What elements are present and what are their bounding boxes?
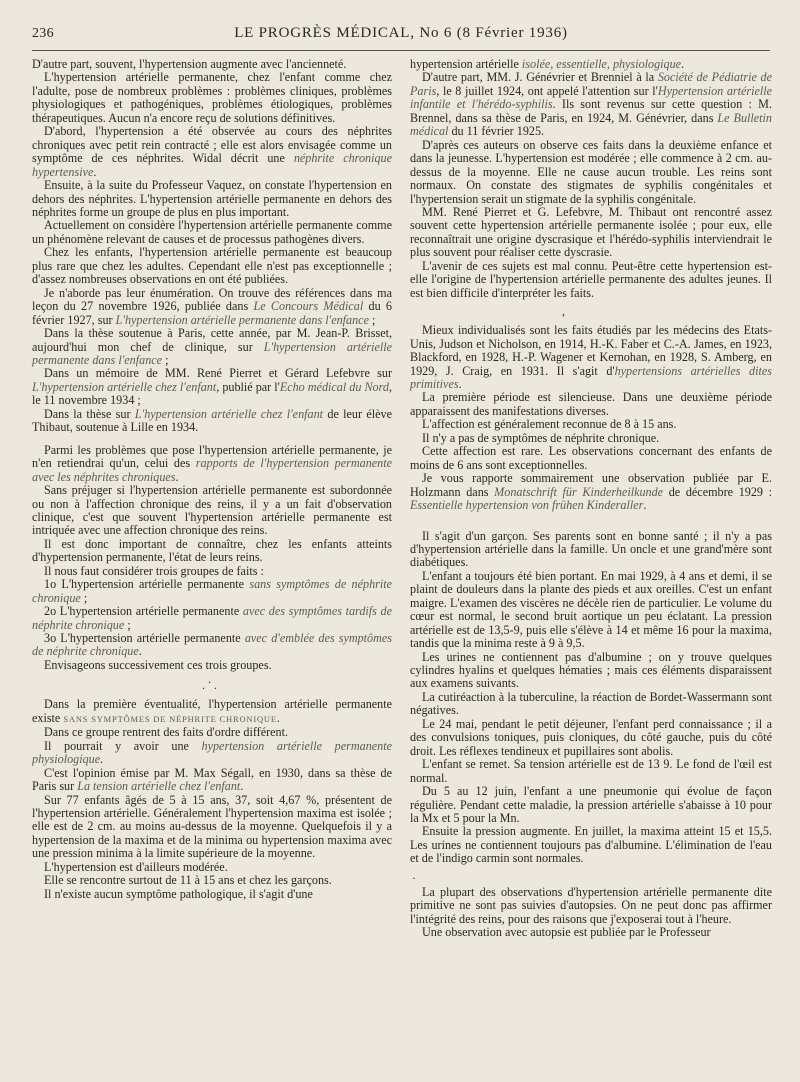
paragraph	[410, 530, 772, 570]
italic-text: isolée, essentielle, physiologique	[521, 57, 682, 71]
text-run: Il nous faut considérer trois groupes de faits :	[44, 563, 264, 578]
header-rule	[32, 50, 770, 51]
paragraph	[32, 125, 392, 179]
paragraph	[410, 432, 772, 445]
italic-text: L'hypertension artérielle permanente dans l'enfance	[32, 339, 392, 367]
text-run: La plupart des observations d'hypertension artérielle permanente dite primitive ne sont pas suivies d'autopsies. On ne peut donc pas affirmer l'intégrité des reins, pour des raisons que j'exposerai tout à l'heure.	[410, 884, 772, 926]
paragraph	[32, 740, 392, 767]
text-run: Dans la première éventualité, l'hypertension artérielle permanente existe	[32, 697, 392, 725]
text-run: , le 8 juillet 1924, ont appelé l'attention sur l'	[436, 83, 658, 98]
text-run: Envisageons successivement ces trois groupes.	[44, 657, 272, 672]
paragraph	[32, 565, 392, 578]
paragraph	[410, 785, 772, 825]
text-run: ;	[162, 352, 169, 367]
page-number: 236	[32, 26, 54, 41]
text-run: .	[175, 469, 179, 484]
paragraph	[32, 444, 392, 484]
text-run: .	[458, 376, 462, 391]
text-run: L'avenir de ces sujets est mal connu. Peut-être cette hypertension est-elle l'origine de l'hypertension artérielle permanente des adultes jeunes. Il est bien difficile d'interpréter les faits.	[410, 258, 772, 300]
text-run: Actuellement on considère l'hypertension artérielle permanente comme un phénomène relevant de causes et de processus pathogènes divers.	[32, 218, 392, 246]
text-run: L'enfant a toujours été bien portant. En mai 1929, à 4 ans et demi, il se plaint de douleurs dans la plante des pieds et aux oreilles. C'est un enfant maigre. L'examen des viscères ne décèle rien de particulier. Le volume du cœur est normal, le second bruit aortique un peu éclatant. La pression artérielle est de 13,5-9, puis elle s'élève à 14 et même 16 pour la maxima, tandis que la minima reste à 9 à 9,5.	[410, 568, 772, 651]
paragraph	[32, 888, 392, 901]
text-run: Je vous rapporte sommairement une observation publiée par E. Holzmann dans	[410, 471, 772, 499]
italic-text: avec d'emblée des symptômes de néphrite chronique	[32, 631, 392, 659]
paragraph	[410, 71, 772, 138]
italic-text: rapports de l'hypertension permanente avec les néphrites chroniques	[32, 456, 392, 484]
italic-text: Société de Pédiatrie de Paris	[410, 70, 772, 98]
paragraph	[32, 861, 392, 874]
paragraph	[32, 538, 392, 565]
paragraph	[410, 418, 772, 431]
paragraph	[32, 484, 392, 538]
text-run: Parmi les problèmes que pose l'hypertension artérielle permanente, je n'en retiendrai qu'un, celui des	[32, 442, 392, 471]
section-divider: ,	[562, 304, 565, 319]
paragraph	[410, 691, 772, 718]
paragraph	[32, 287, 392, 327]
text-run: 2o L'hypertension artérielle permanente	[44, 604, 243, 619]
paragraph	[410, 718, 772, 758]
text-run: Il n'y a pas de symptômes de néphrite chronique.	[422, 430, 660, 445]
text-run: , le 11 novembre 1934 ;	[32, 379, 392, 408]
text-run: Elle se rencontre surtout de 11 à 15 ans et chez les garçons.	[44, 873, 332, 888]
journal-title: LE PROGRÈS MÉDICAL, No 6 (8 Février 1936)	[234, 25, 568, 41]
paragraph	[32, 219, 392, 246]
text-run: hypertension artérielle	[410, 57, 522, 71]
text-run: L'affection est généralement reconnue de 8 à 15 ans.	[422, 417, 677, 432]
text-run: 3o L'hypertension artérielle permanente	[44, 631, 245, 646]
paragraph	[32, 246, 392, 286]
text-run: Mieux individualisés sont les faits étudiés par les médecins des Etats-Unis, Judson et Nicholson, en 1914, H.-K. Faber et C.-A. James, en 1923, Blackford, en 1928, H.-P. Wagener et Kernohan, en 1928, S. Amberg, en 1929, J. Craig, en 1931. Il s'agit d'	[410, 323, 772, 378]
list-item	[32, 632, 392, 659]
paragraph	[32, 179, 392, 219]
running-header	[32, 25, 770, 47]
paragraph	[32, 794, 392, 861]
paragraph	[410, 58, 772, 71]
text-run: Il n'existe aucun symptôme pathologique, il s'agit d'une	[44, 886, 313, 901]
italic-text: L'hypertension artérielle permanente dans l'enfance	[115, 312, 369, 327]
text-run: Dans la thèse sur	[44, 406, 135, 421]
text-run: Il pourrait y avoir une	[44, 738, 202, 753]
text-run: La première période est silencieuse. Dans une deuxième période apparaissent des manifestations diverses.	[410, 390, 772, 418]
paragraph	[410, 758, 772, 785]
text-run: .	[643, 498, 647, 513]
text-run: Je n'aborde pas leur énumération. On trouve des références dans ma leçon du 27 novembre 1926, publiée dans	[32, 285, 392, 314]
text-run: Chez les enfants, l'hypertension artérielle permanente est beaucoup plus rare que chez les adultes. Cependant elle n'est pas exceptionnelle ; d'assez nombreuses observations en ont été publiées.	[32, 245, 392, 287]
text-run: D'abord, l'hypertension a été observée au cours des néphrites chroniques avec petit rein contracté ; elle est alors envisagée comme un symptôme de ces néphrites. Widal décrit une	[32, 124, 392, 166]
italic-text: Le Bulletin médical	[410, 110, 772, 139]
italic-text: néphrite chronique hypertensive	[32, 151, 392, 179]
text-run: Ensuite la pression augmente. En juillet, la maxima atteint 15 et 15,5. Les urines ne contiennent toujours pas d'albumine. L'élimination de l'eau et de l'indigo carmin sont normales.	[410, 824, 772, 866]
italic-text: Le Concours Médical	[253, 299, 364, 314]
italic-text: Echo médical du Nord	[279, 379, 389, 394]
text-run: .	[93, 164, 97, 179]
text-run: D'autre part, MM. J. Génévrier et Brenniel à la	[422, 70, 658, 85]
text-run: MM. René Pierret et G. Lefebvre, M. Thibaut ont rencontré assez souvent cette hypertension artérielle permanente isolée ; pour eux, elle reconnaîtrait une origine dyscrasique et l'hérédo-syphilis interviendrait le plus souvent pour réaliser cette dyscrasie.	[410, 204, 772, 260]
italic-text: La tension artérielle chez l'enfant	[77, 779, 241, 794]
text-run: de leur élève Thibaut, soutenue à Lille en 1934.	[32, 406, 392, 435]
left-column	[32, 58, 392, 901]
text-run: Les urines ne contiennent pas d'albumine ; on y trouve quelques cylindres hyalins et quelques hématies ; mais ces éléments disparaissent aux examens suivants.	[410, 649, 772, 691]
paragraph	[410, 651, 772, 691]
paragraph	[32, 71, 392, 125]
paragraph	[410, 445, 772, 472]
list-item	[32, 605, 392, 632]
text-run: Dans ce groupe rentrent des faits d'ordre différent.	[44, 725, 289, 740]
section-divider: . . .	[202, 672, 217, 693]
italic-text: L'hypertension artérielle chez l'enfant	[32, 379, 217, 394]
paragraph	[32, 726, 392, 739]
paragraph	[32, 58, 392, 71]
paragraph	[32, 367, 392, 407]
italic-text: hypertension artérielle permanente physiologique	[32, 738, 392, 767]
text-run: .	[276, 710, 280, 725]
text-run: Cette affection est rare. Les observations concernant des enfants de moins de 6 ans sont exceptionnelles.	[410, 444, 772, 472]
text-run: de décembre 1929 :	[663, 484, 773, 499]
text-run: .	[100, 752, 104, 767]
paragraph	[410, 825, 772, 865]
paragraph	[410, 206, 772, 260]
text-run: Dans la thèse soutenue à Paris, cette année, par M. Jean-P. Brisset, aujourd'hui mon chef de clinique, sur	[32, 326, 392, 354]
text-run: La cutiréaction à la tuberculine, la réaction de Bordet-Wassermann sont négatives.	[410, 689, 772, 718]
paragraph	[410, 324, 772, 391]
small-caps-text: SANS SYMPTÔMES DE NÉPHRITE CHRONIQUE	[63, 713, 277, 724]
text-run: Dans un mémoire de MM. René Pierret et Gérard Lefebvre sur	[44, 366, 392, 381]
paragraph	[32, 408, 392, 435]
paragraph	[410, 391, 772, 418]
text-run: Sur 77 enfants âgés de 5 à 15 ans, 37, soit 4,67 %, présentent de l'hypertension artérielle. Généralement l'hypertension maxima est isolée ; elle est de 2 cm. au moins au-dessus de la moyenne. Quelquefois il y a hypertension de la maxima et de la minima ou hypertension maxima avec une pression minima à la limite supérieure de la moyenne.	[32, 792, 392, 861]
italic-text: Essentielle hypertension von frühen Kinderaller	[410, 498, 644, 513]
italic-text: Monatschrift für Kinderheilkunde	[494, 484, 664, 499]
text-run: Une observation avec autopsie est publiée par le Professeur	[422, 925, 711, 940]
list-item	[32, 578, 392, 605]
italic-text: sans symptômes de néphrite chronique	[32, 577, 392, 605]
paragraph	[32, 767, 392, 794]
text-run: Il s'agit d'un garçon. Ses parents sont en bonne santé ; il n'y a pas d'hypertension artérielle dans la famille. Un oncle et une grand'mère sont diabétiques.	[410, 528, 772, 570]
text-run: L'hypertension artérielle permanente, chez l'enfant comme chez l'adulte, pose de nombreux problèmes : problèmes cliniques, problèmes physiologiques et pathogéniques, problèmes étiologiques, problèmes thérapeutiques. Aucun n'a encore reçu de solutions définitives.	[32, 70, 392, 125]
paragraph	[32, 659, 392, 672]
text-run: Du 5 au 12 juin, l'enfant a une pneumonie qui évolue de façon régulière. Pendant cette maladie, la pression artérielle s'abaisse à 10 pour la Mx et 5 pour la Mn.	[410, 784, 772, 826]
paragraph	[32, 874, 392, 887]
text-run: , publié par l'	[216, 379, 280, 394]
text-run: du 11 février 1925.	[448, 124, 545, 139]
text-run: .	[138, 644, 142, 659]
paragraph	[410, 260, 772, 300]
text-run: Ensuite, à la suite du Professeur Vaquez, on constate l'hypertension en dehors des néphrites. L'hypertension artérielle permanente en dehors des néphrites forme un groupe de plus en plus important.	[32, 178, 392, 219]
paragraph	[32, 327, 392, 367]
italic-text: hypertensions artérielles dites primitives	[410, 363, 772, 391]
paragraph	[410, 926, 772, 939]
text-run: D'autre part, souvent, l'hypertension augmente avec l'ancienneté.	[32, 57, 347, 71]
paragraph	[32, 698, 392, 726]
italic-text: avec des symptômes tardifs de néphrite chronique	[32, 604, 392, 632]
text-run: .	[240, 779, 244, 794]
text-run: L'hypertension est d'ailleurs modérée.	[44, 859, 228, 874]
text-run: .	[681, 57, 685, 71]
text-run: Sans préjuger si l'hypertension artérielle permanente est subordonnée ou non à l'affection chronique des reins, il y a un fait d'observation clinique, c'est que souvent l'hypertension artérielle permanente est intriquée avec une affection chronique des reins.	[32, 483, 392, 538]
italic-text: L'hypertension artérielle chez l'enfant	[134, 406, 324, 421]
text-run: du 6 février 1927, sur	[32, 299, 392, 327]
paragraph	[410, 472, 772, 512]
paragraph	[410, 139, 772, 206]
right-column	[410, 58, 772, 940]
text-run: Le 24 mai, pendant le petit déjeuner, l'enfant perd connaissance ; il a des convulsions toniques, puis cloniques, du côté gauche, puis du côté droit. Les réflexes tendineux et pupillaires sont abolis.	[410, 716, 772, 758]
text-run: ;	[124, 617, 131, 632]
text-run: C'est l'opinion émise par M. Max Ségall, en 1930, dans sa thèse de Paris sur	[32, 765, 392, 794]
text-run: 1o L'hypertension artérielle permanente	[44, 577, 250, 592]
text-run: . Ils sont revenus sur cette question : M. Brennel, dans sa thèse de Paris, en 1924, M. Génévrier, dans	[410, 97, 773, 125]
section-divider: ·	[412, 870, 416, 885]
paragraph	[410, 570, 772, 651]
text-run: L'enfant se remet. Sa tension artérielle est de 13 9. Le fond de l'œil est normal.	[410, 757, 772, 785]
text-run: ;	[368, 312, 376, 327]
text-run: Il est donc important de connaître, chez les enfants atteints d'hypertension permanente, l'état de leurs reins.	[32, 536, 392, 565]
text-run: ;	[80, 590, 88, 605]
paragraph	[410, 886, 772, 926]
italic-text: Hypertension artérielle infantile et l'hérédo-syphilis	[410, 83, 772, 112]
text-run: D'après ces auteurs on observe ces faits dans la deuxième enfance et dans la jeunesse. L'hypertension est modérée ; elle commence à 2 cm. au-dessus de la moyenne. Elle ne cause aucun trouble. Les reins sont normaux. On constate des stigmates de syphilis congénitales et l'hypertension serait un stigmate de la syphilis congénitale.	[410, 137, 772, 206]
